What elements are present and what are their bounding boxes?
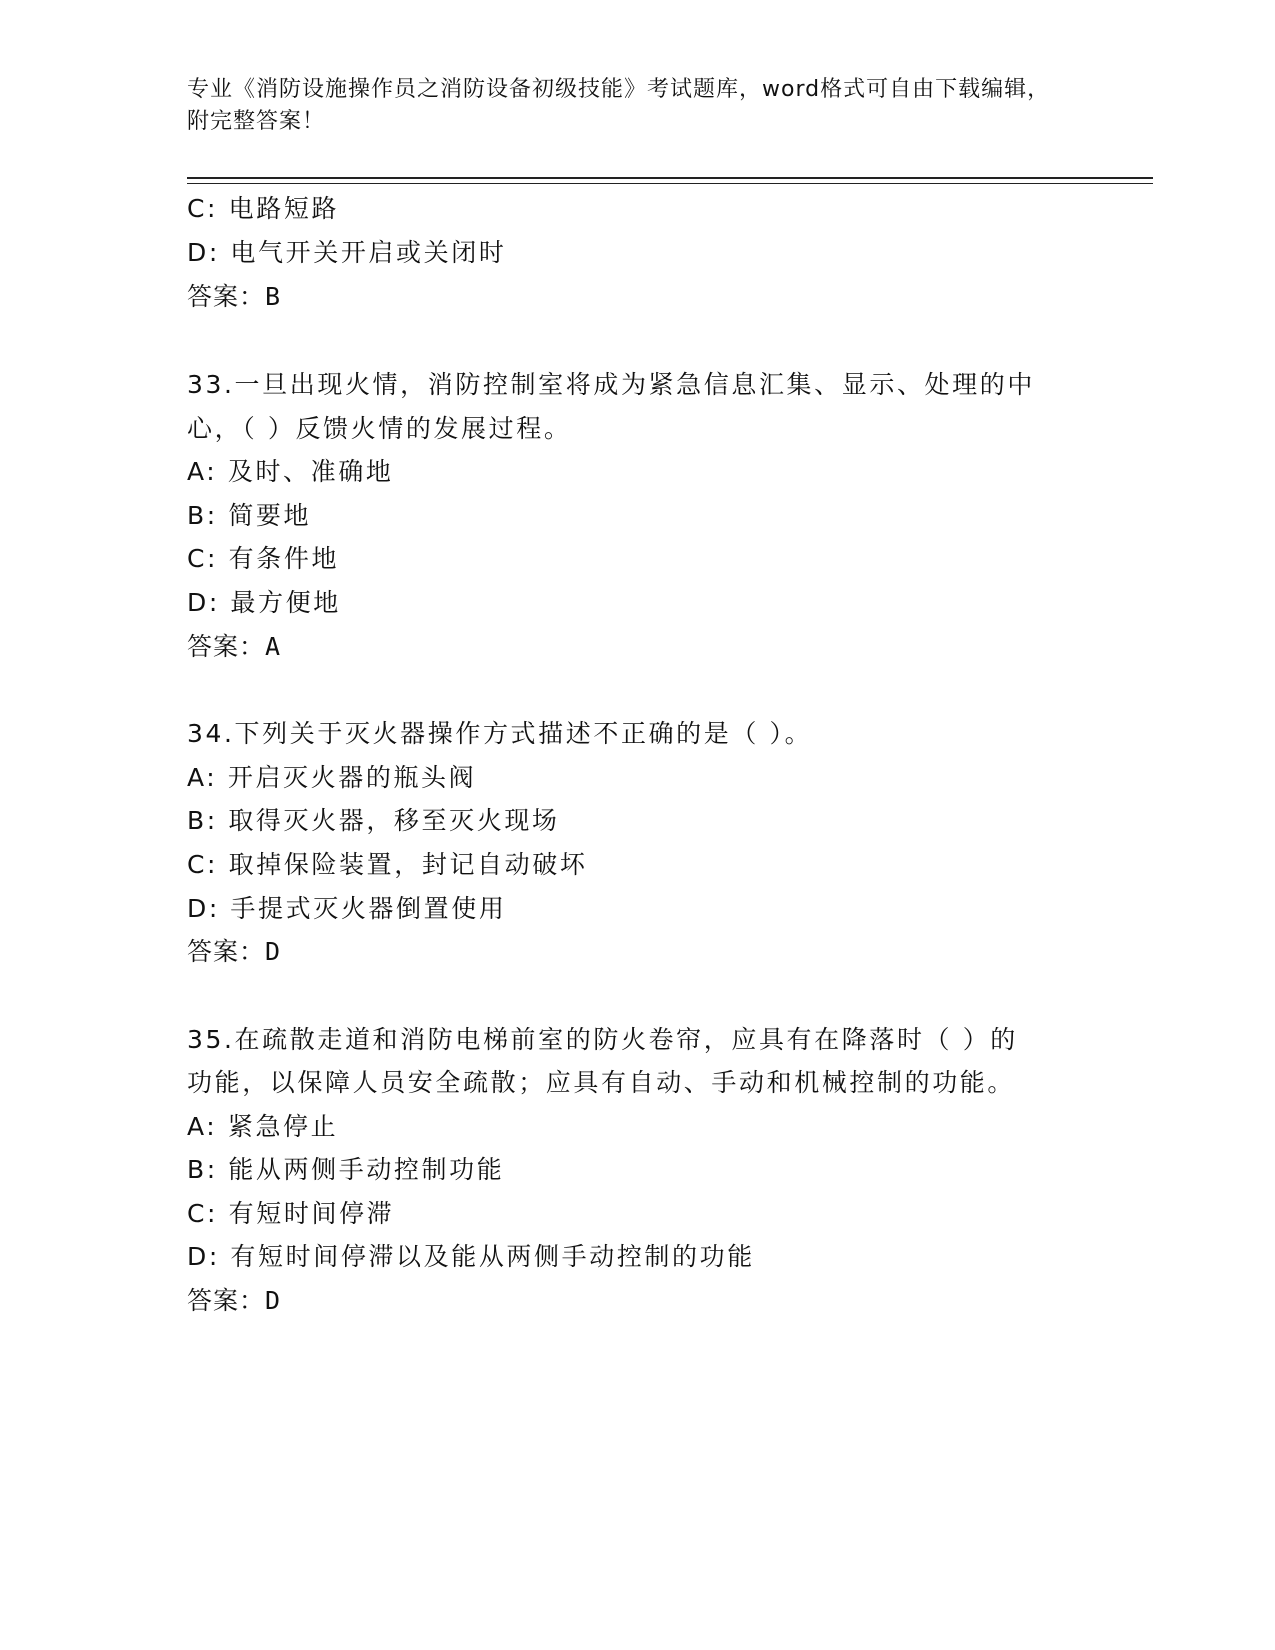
prev-answer — [187, 280, 281, 314]
option-label: D: — [187, 238, 220, 267]
option-text: 能从两侧手动控制功能 — [228, 1155, 505, 1184]
option-text: 最方便地 — [230, 588, 341, 617]
option-label: C: — [187, 1199, 219, 1228]
prev-option-d — [187, 236, 506, 270]
option-label: D: — [187, 588, 220, 617]
question-35-stem-line-1: 35.在疏散走道和消防电梯前室的防火卷帘，应具有在降落时（ ）的 — [187, 1025, 1018, 1054]
option-label: B: — [187, 806, 218, 835]
option-text: 取得灭火器，移至灭火现场 — [228, 806, 560, 835]
option-text: 有短时间停滞 — [228, 1199, 395, 1228]
answer-value: D — [265, 1286, 282, 1315]
question-35-option-d — [187, 1240, 755, 1274]
question-35-option-c — [187, 1197, 394, 1231]
answer-label: 答案： — [187, 937, 266, 966]
option-label: A: — [187, 457, 218, 486]
option-text: 手提式灭火器倒置使用 — [230, 894, 507, 923]
option-label: C: — [187, 544, 219, 573]
question-34-option-c — [187, 848, 587, 882]
option-text: 开启灭火器的瓶头阀 — [227, 763, 477, 792]
question-33-stem-line-2: 心，（ ）反馈火情的发展过程。 — [187, 414, 572, 443]
header-divider-thin — [187, 183, 1153, 184]
option-label: D: — [187, 1242, 220, 1271]
question-33-answer — [187, 630, 281, 664]
option-label: C: — [187, 850, 219, 879]
option-text: 简要地 — [228, 501, 312, 530]
option-label: D: — [187, 894, 220, 923]
option-label: C: — [187, 194, 219, 223]
option-text: 有条件地 — [228, 544, 340, 573]
answer-value: A — [265, 632, 282, 661]
option-label: B: — [187, 501, 218, 530]
option-text: 电气开关开启或关闭时 — [230, 238, 507, 267]
question-35-stem-line-2: 功能，以保障人员安全疏散；应具有自动、手动和机械控制的功能。 — [187, 1068, 1016, 1097]
question-34-stem-line-1: 34.下列关于灭火器操作方式描述不正确的是（ ）。 — [187, 719, 813, 748]
header-divider — [187, 177, 1153, 179]
option-text: 紧急停止 — [227, 1112, 339, 1141]
answer-label: 答案： — [187, 282, 266, 311]
option-label: A: — [187, 763, 218, 792]
question-33-option-c — [187, 542, 339, 576]
option-text: 有短时间停滞以及能从两侧手动控制的功能 — [230, 1242, 755, 1271]
question-33-option-b — [187, 499, 311, 533]
question-34-answer — [187, 935, 281, 969]
question-33-option-a — [187, 455, 393, 489]
option-text: 取掉保险装置，封记自动破坏 — [228, 850, 588, 879]
question-35-option-b — [187, 1153, 504, 1187]
answer-label: 答案： — [187, 1286, 266, 1315]
question-35-option-a — [187, 1110, 338, 1144]
option-text: 及时、准确地 — [227, 457, 394, 486]
page-header: 专业《消防设施操作员之消防设备初级技能》考试题库，word格式可自由下载编辑，附完整答案！ — [187, 77, 1051, 134]
prev-option-c — [187, 192, 339, 226]
option-text: 电路短路 — [228, 194, 340, 223]
question-33-stem-line-1: 33.一旦出现火情，消防控制室将成为紧急信息汇集、显示、处理的中 — [187, 370, 1035, 399]
answer-value: B — [265, 282, 282, 311]
question-33-option-d — [187, 586, 341, 620]
question-35-answer — [187, 1284, 281, 1318]
option-label: B: — [187, 1155, 218, 1184]
question-34-option-d — [187, 892, 506, 926]
answer-label: 答案： — [187, 632, 266, 661]
option-label: A: — [187, 1112, 218, 1141]
question-34-option-b — [187, 804, 560, 838]
question-34-option-a — [187, 761, 476, 795]
answer-value: D — [265, 937, 282, 966]
